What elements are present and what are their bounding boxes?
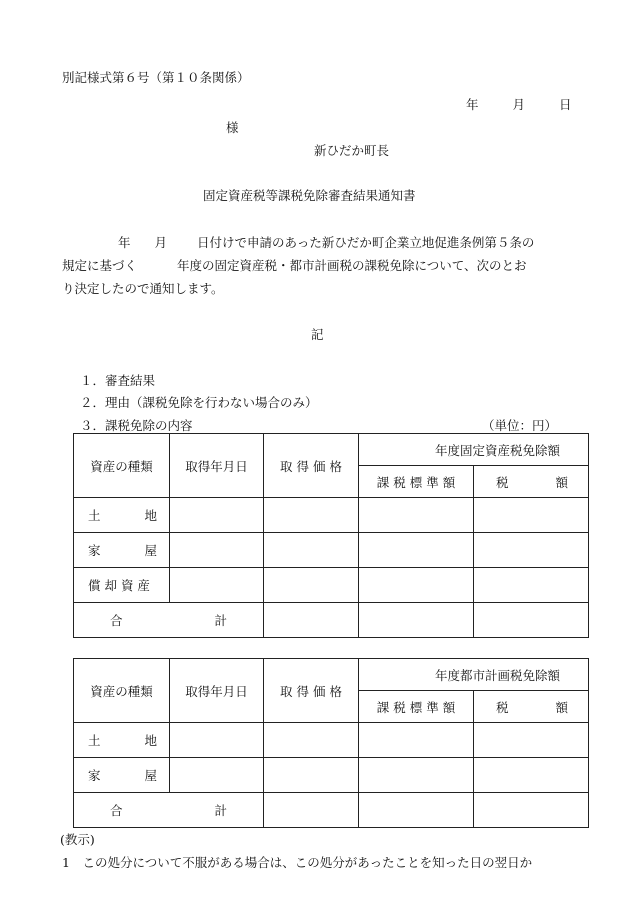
- body-line-3: り決定したので通知します。: [62, 281, 224, 296]
- table-cell[interactable]: [359, 533, 474, 568]
- item-2: ２．理由（課税免除を行わない場合のみ）: [80, 395, 318, 410]
- table-cell[interactable]: [474, 568, 589, 603]
- body-text-1: 日付けで申請のあった新ひだか町企業立地促進条例第５条の: [197, 235, 535, 250]
- header-tax-amount: 税 額: [474, 466, 589, 498]
- table-cell[interactable]: [170, 723, 264, 758]
- table-cell[interactable]: [359, 603, 474, 638]
- header-group-city: 年度都市計画税免除額: [359, 659, 589, 691]
- row-label-total: 合 計: [74, 793, 264, 828]
- table-cell[interactable]: [474, 723, 589, 758]
- unit-note: （単位：円）: [482, 418, 558, 433]
- table-cell[interactable]: [474, 758, 589, 793]
- header-acq-date: 取得年月日: [170, 659, 264, 723]
- body-year: 年: [118, 235, 131, 250]
- table-row: [74, 498, 589, 533]
- header-tax-amount: 税 額: [474, 691, 589, 723]
- date-line: [466, 95, 572, 113]
- header-tax-base: 課 税 標 準 額: [359, 691, 474, 723]
- body-line-1: [118, 233, 534, 251]
- table-cell[interactable]: [264, 723, 359, 758]
- table-cell[interactable]: [474, 793, 589, 828]
- table-cell[interactable]: [264, 498, 359, 533]
- body-month: 月: [154, 235, 168, 250]
- header-asset-type: 資産の種類: [74, 659, 170, 723]
- row-label-land: 土 地: [74, 498, 170, 533]
- body-text-2a: 規定に基づく: [62, 258, 138, 273]
- table-cell[interactable]: [359, 758, 474, 793]
- date-day: 日: [559, 97, 572, 112]
- table-cell[interactable]: [264, 758, 359, 793]
- fixed-asset-tax-table: [73, 433, 589, 638]
- body-line-2: [62, 256, 527, 274]
- table-cell[interactable]: [359, 498, 474, 533]
- row-label-depreciable: 償 却 資 産: [74, 568, 170, 603]
- table-cell[interactable]: [359, 723, 474, 758]
- row-label-building: 家 屋: [74, 533, 170, 568]
- header-asset-type: 資産の種類: [74, 434, 170, 498]
- table-cell[interactable]: [170, 568, 264, 603]
- header-acq-price: 取 得 価 格: [264, 659, 359, 723]
- item-3: ３．課税免除の内容: [80, 418, 193, 433]
- table-row: [74, 568, 589, 603]
- table-cell[interactable]: [264, 793, 359, 828]
- table-cell[interactable]: [474, 533, 589, 568]
- item-1: １．審査結果: [80, 373, 156, 388]
- city-planning-tax-table: [73, 658, 589, 828]
- table-row-total: [74, 793, 589, 828]
- table-cell[interactable]: [264, 568, 359, 603]
- header-acq-date: 取得年月日: [170, 434, 264, 498]
- header-group-fixed: 年度固定資産税免除額: [359, 434, 589, 466]
- body-text-2b: 年度の固定資産税・都市計画税の課税免除について、次のとお: [177, 258, 527, 273]
- table-cell[interactable]: [474, 603, 589, 638]
- row-label-total: 合 計: [74, 603, 264, 638]
- instruction-1: 1 この処分について不服がある場合は、この処分があったことを知った日の翌日か: [62, 855, 533, 870]
- table-cell[interactable]: [170, 498, 264, 533]
- table-cell[interactable]: [264, 533, 359, 568]
- table-cell[interactable]: [474, 498, 589, 533]
- issuer: 新ひだか町長: [314, 143, 390, 158]
- date-month: 月: [512, 97, 526, 112]
- table-cell[interactable]: [170, 758, 264, 793]
- table-cell[interactable]: [359, 793, 474, 828]
- table-cell[interactable]: [170, 533, 264, 568]
- header-tax-base: 課 税 標 準 額: [359, 466, 474, 498]
- row-label-land: 土 地: [74, 723, 170, 758]
- row-label-building: 家 屋: [74, 758, 170, 793]
- document-title: 固定資産税等課税免除審査結果通知書: [203, 188, 416, 203]
- table-cell[interactable]: [359, 568, 474, 603]
- instruction-label: (教示): [60, 832, 95, 847]
- table-cell[interactable]: [264, 603, 359, 638]
- table-row: [74, 533, 589, 568]
- form-header: 別記様式第６号（第１０条関係）: [62, 70, 250, 85]
- header-acq-price: 取 得 価 格: [264, 434, 359, 498]
- addressee-suffix: 様: [226, 120, 239, 135]
- table-row-total: [74, 603, 589, 638]
- ki-heading: 記: [311, 327, 324, 342]
- table-row: [74, 723, 589, 758]
- table-row: [74, 758, 589, 793]
- date-year: 年: [466, 97, 479, 112]
